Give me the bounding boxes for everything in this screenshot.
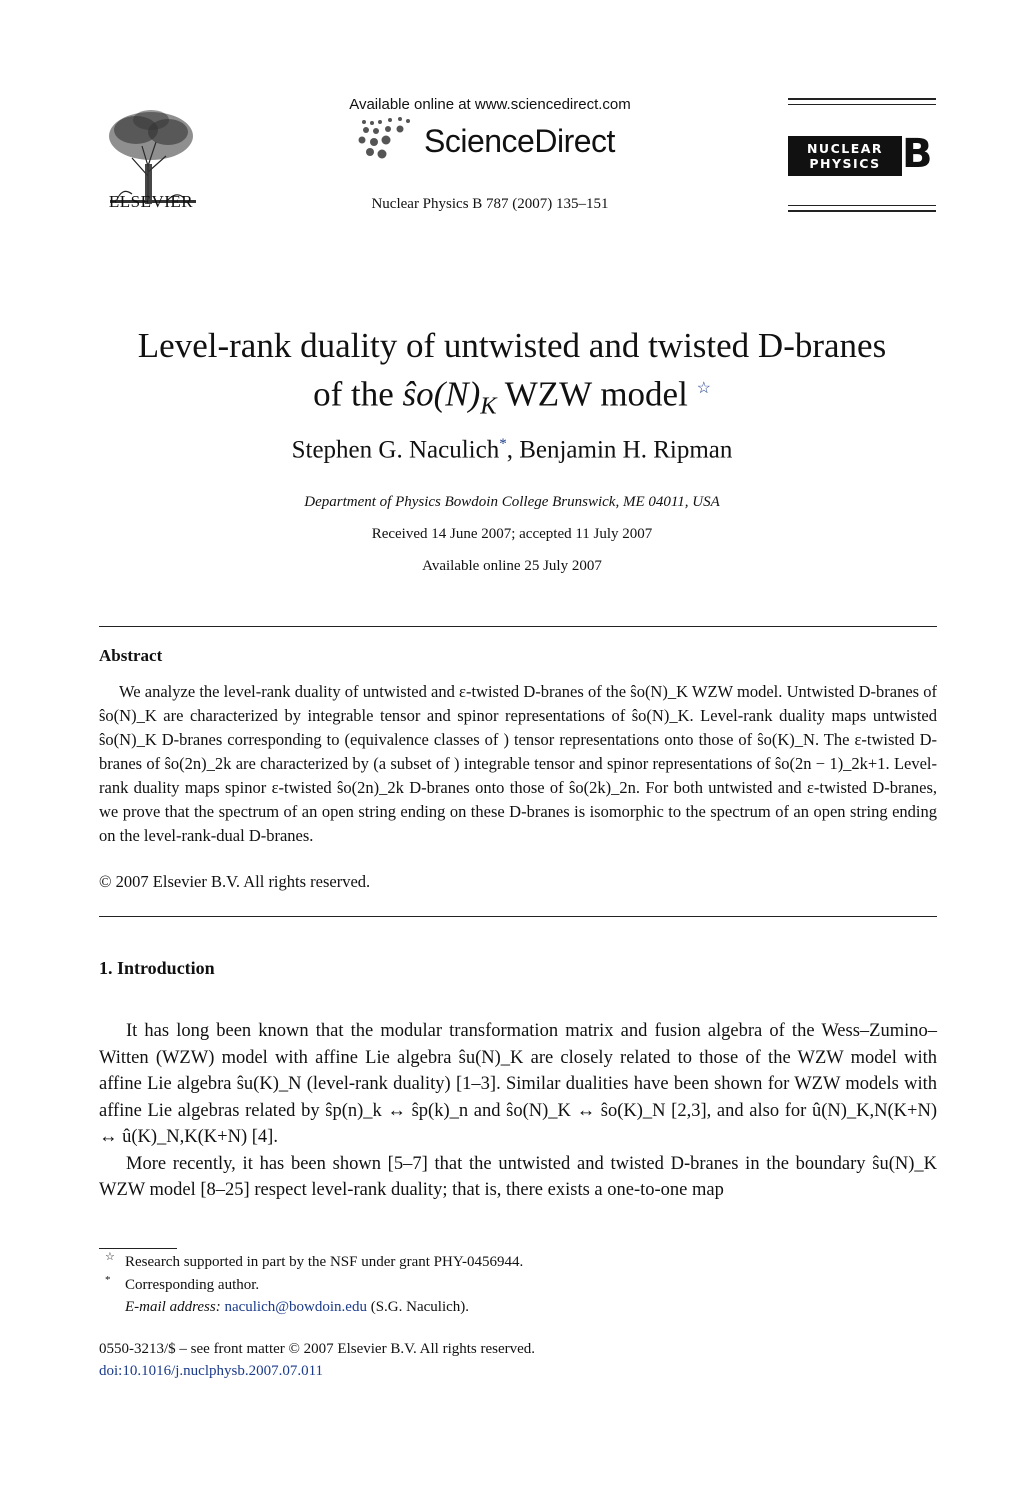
title-footnote-mark[interactable]: ☆ [696,380,711,397]
available-online-text: Available online at www.sciencedirect.com [349,96,631,113]
footnote-email: E-mail address: naculich@bowdoin.edu (S.G. Naculich). [125,1299,470,1315]
header-rule-bottom-1 [788,205,936,206]
npb-line1: NUCLEAR [806,141,884,156]
title-line-1: Level-rank duality of untwisted and twisted D-branes [137,326,887,365]
nuclear-physics-b-logo [788,136,902,176]
affiliation: Department of Physics Bowdoin College Brunswick, ME 04011, USA [304,494,720,510]
header-rule-top-1 [788,98,936,100]
footnote-2: * Corresponding author. [105,1274,260,1293]
title-math: ŝo(N) [402,374,481,414]
abstract-body [99,680,937,848]
publisher-name: ELSEVIER [108,192,194,211]
author-naculich: Stephen G. Naculich [291,436,500,464]
abstract-copyright: © 2007 Elsevier B.V. All rights reserved. [99,872,371,891]
abstract-text: We analyze the level-rank duality of untwisted and ε-twisted D-branes of the ŝo(N)_K WZW model. Untwisted D-branes of ŝo(N)_K are characterized by integrable tensor and spinor representations of ŝo(N)_K. Level-rank duality maps untwisted ŝo(N)_K D-branes corresponding to (equivalence classes of ) tensor representations onto those of ŝo(K)_N. The ε-twisted D-branes of ŝo(2n)_2k are characterized by (a subset of ) integrable tensor and spinor representations of ŝo(2n − 1)_2k+1. Level-rank duality maps spinor ε-twisted ŝo(2n)_2k D-branes onto those of ŝo(2k)_2n. For both untwisted and ε-twisted D-branes, we prove that the spectrum of an open string ending on these D-branes is isomorphic to the spectrum of an open string ending on the level-rank-dual D-branes. [99,682,937,845]
paper-title [60,324,964,420]
email-link[interactable]: naculich@bowdoin.edu [224,1299,367,1315]
npb-line2: PHYSICS [809,156,881,171]
footnote-1: ☆ Research supported in part by the NSF under grant PHY-0456944. [105,1251,524,1270]
footnote-rule [99,1248,177,1249]
abstract-rule-bottom [99,916,937,917]
header-rule-top-2 [788,104,936,105]
corresponding-author-mark[interactable]: * [499,436,507,452]
sciencedirect-dots-icon [356,116,416,164]
doi-link[interactable]: doi:10.1016/j.nuclphysb.2007.07.011 [99,1363,324,1379]
author-list: Stephen G. Naculich*, Benjamin H. Ripman [291,436,733,464]
section-heading-introduction: 1. Introduction [99,958,215,978]
intro-paragraph-2: More recently, it has been shown [5–7] that the untwisted and twisted D-branes in the boundary ŝu(N)_K WZW model [8–25] respect level-rank duality; that is, there exists a one-to-one map [99,1153,937,1200]
journal-reference: Nuclear Physics B 787 (2007) 135–151 [371,196,609,212]
header-rule-bottom-2 [788,210,936,212]
sciencedirect-wordmark: ScienceDirect [424,123,615,159]
title-line-2: of the $ŝo(N)_K$ WZW model ☆ [313,374,711,420]
front-matter-line: 0550-3213/$ – see front matter © 2007 Elsevier B.V. All rights reserved. [99,1341,536,1357]
available-online-date: Available online 25 July 2007 [422,558,602,574]
received-dates: Received 14 June 2007; accepted 11 July 2007 [371,526,653,542]
abstract-rule-top [99,626,937,627]
abstract-heading: Abstract [99,646,163,665]
intro-paragraph-1: It has long been known that the modular transformation matrix and fusion algebra of the Wess–Zumino–Witten (WZW) model with affine Lie algebra ŝu(N)_K are closely related to those of the WZW model with affine Lie algebra ŝu(K)_N (level-rank duality) [1–3]. Similar dualities have been shown for WZW models with affine Lie algebras related by ŝp(n)_k ↔ ŝp(k)_n and ŝo(N)_K ↔ ŝo(K)_N [2,3], and also for û(N)_K,N(K+N) ↔ û(K)_N,K(K+N) [4]. [99,1021,937,1147]
npb-letter: B [902,131,933,177]
introduction-body [99,1018,937,1204]
author-ripman: Benjamin H. Ripman [519,436,733,464]
